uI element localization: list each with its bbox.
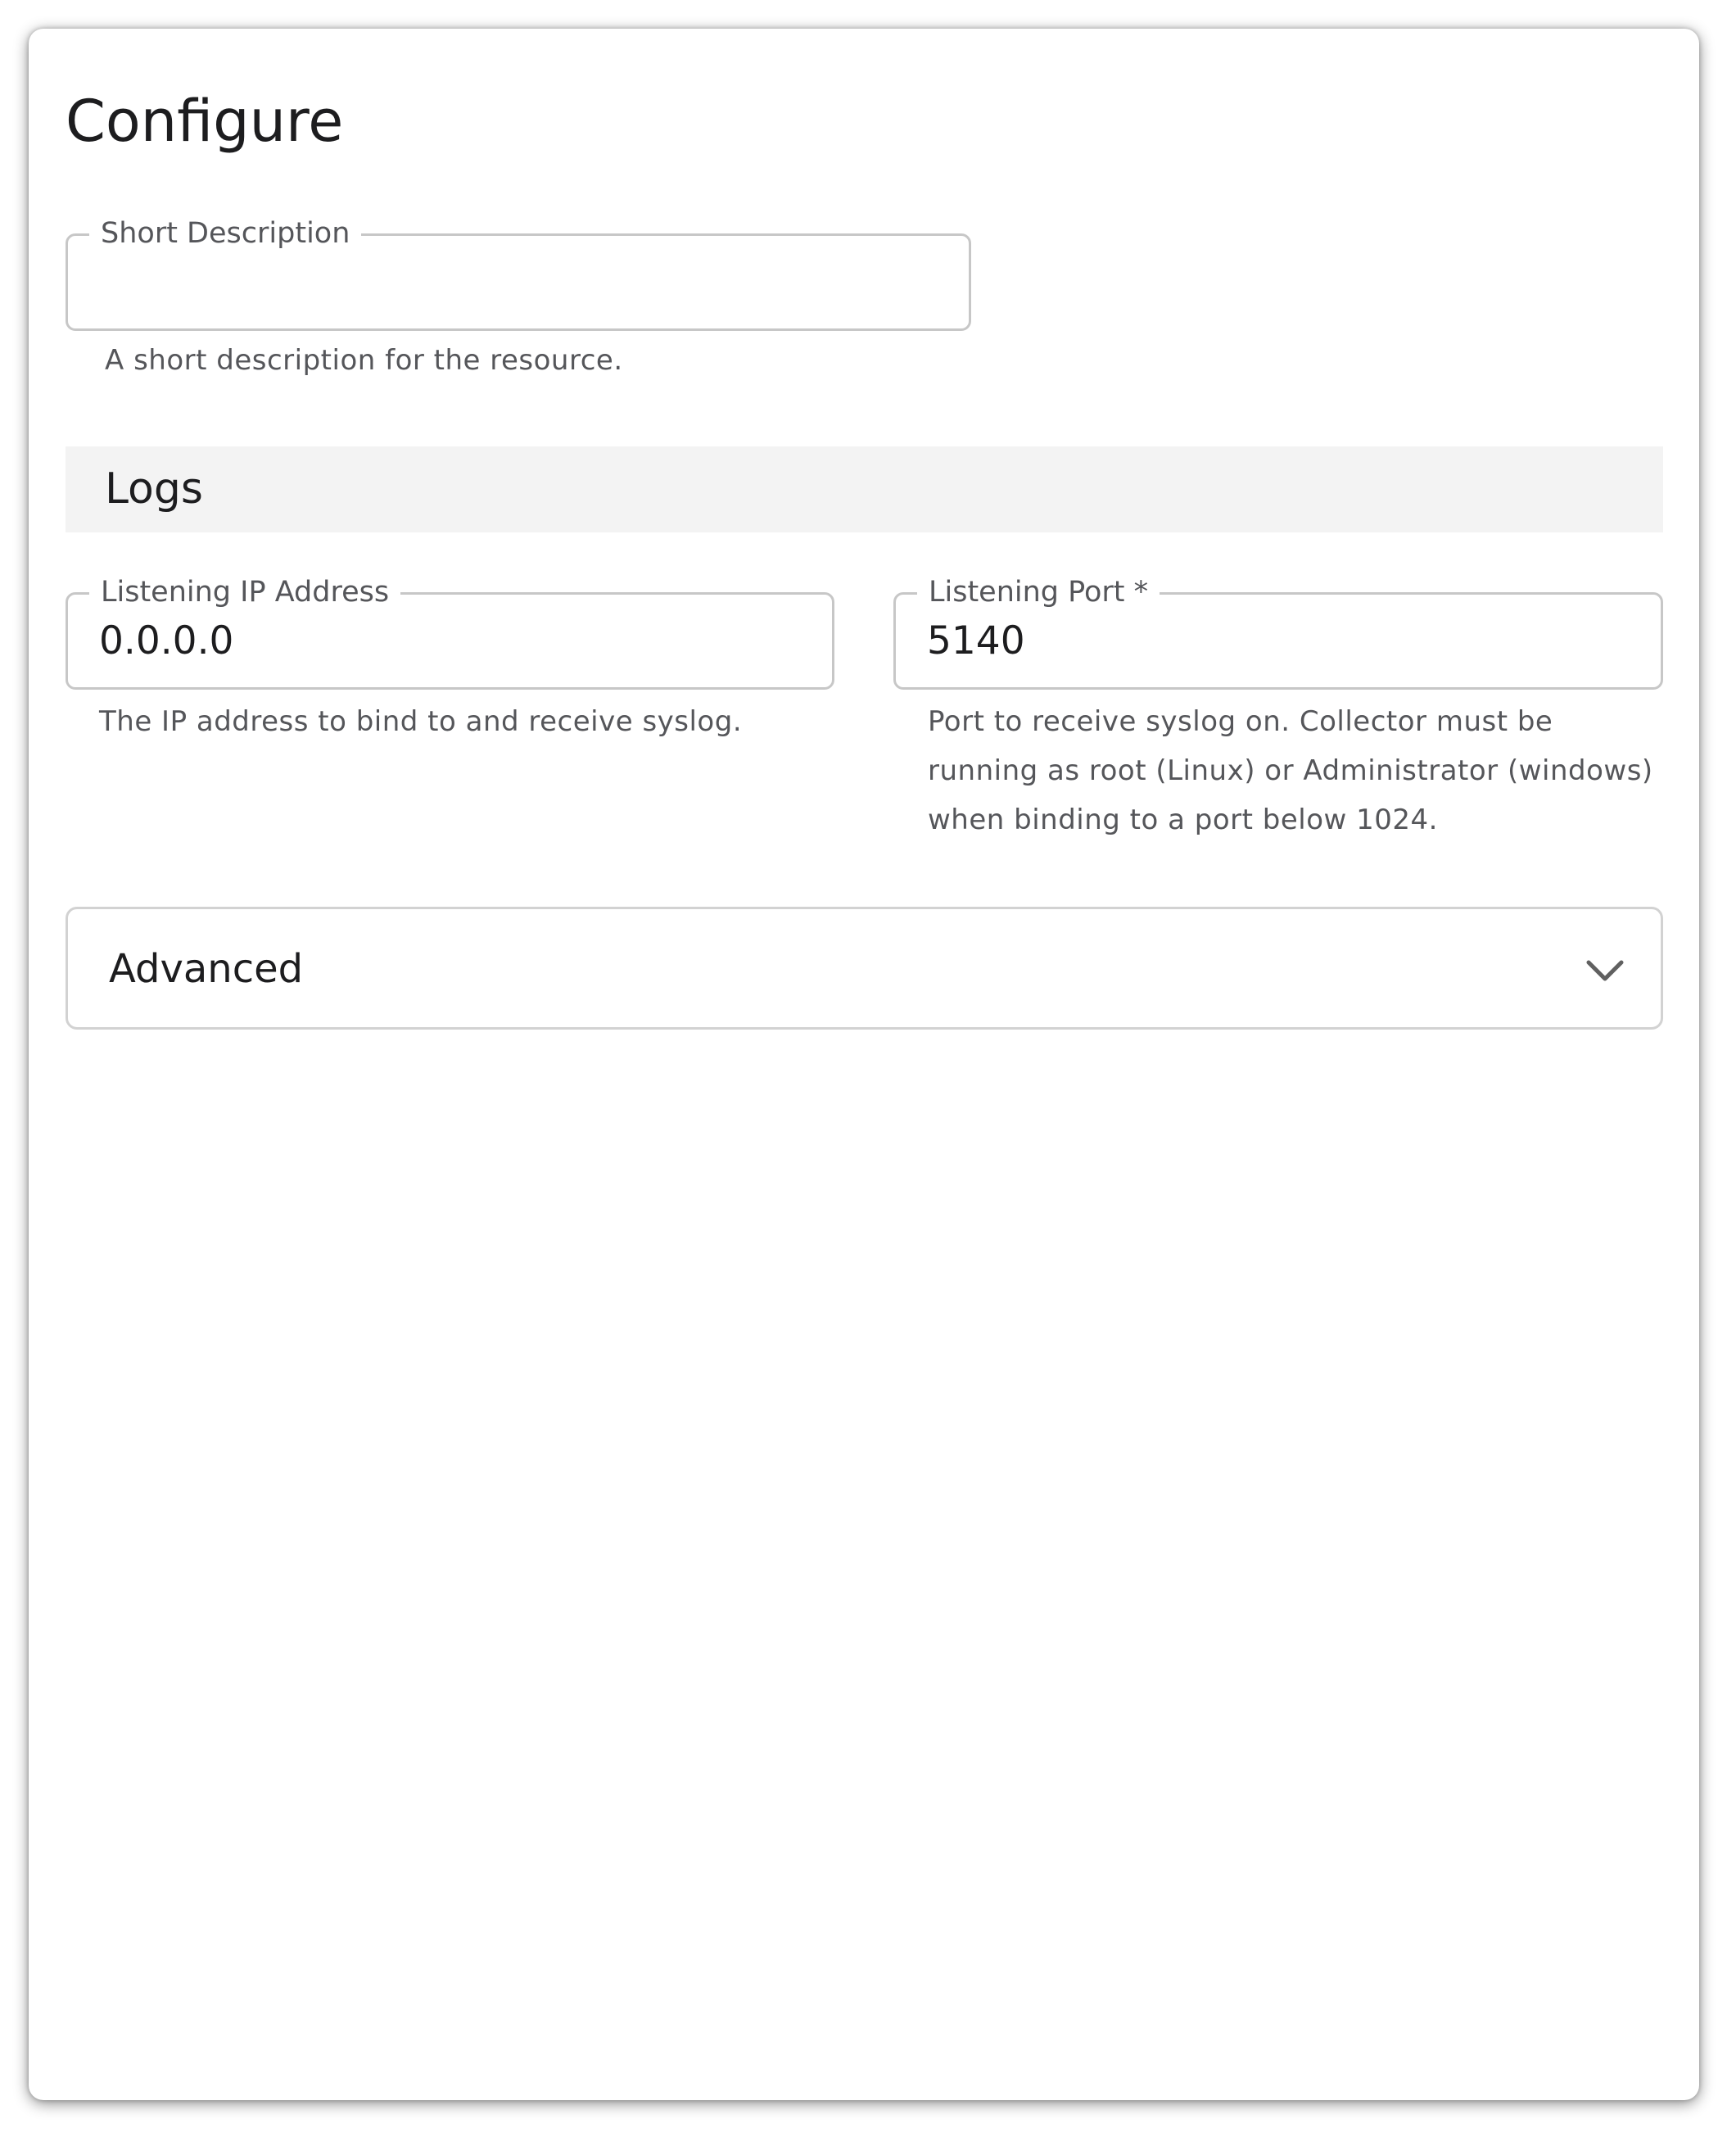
configure-panel	[29, 29, 1699, 2100]
listening-port-label: Listening Port *	[917, 576, 1160, 609]
page-title: Configure	[66, 88, 344, 155]
listening-port-field[interactable]	[893, 576, 1663, 690]
listening-ip-address-input[interactable]	[99, 616, 807, 665]
listening-ip-address-helper: The IP address to bind to and receive syslog.	[99, 705, 743, 738]
short-description-helper: A short description for the resource.	[105, 344, 623, 377]
advanced-accordion[interactable]	[66, 907, 1663, 1030]
logs-section-header	[66, 446, 1663, 532]
short-description-label: Short Description	[89, 217, 361, 250]
chevron-down-icon[interactable]	[1580, 946, 1630, 995]
listening-port-input[interactable]	[927, 616, 1636, 665]
listening-port-helper: Port to receive syslog on. Collector must be running as root (Linux) or Administrator (windows) when binding to a port below 1024.	[928, 705, 1653, 836]
short-description-field[interactable]	[66, 217, 971, 331]
logs-section-title: Logs	[105, 464, 203, 514]
listening-ip-address-label: Listening IP Address	[89, 576, 400, 609]
short-description-input[interactable]	[99, 257, 944, 306]
advanced-accordion-label: Advanced	[109, 946, 304, 992]
listening-ip-address-field[interactable]	[66, 576, 834, 690]
